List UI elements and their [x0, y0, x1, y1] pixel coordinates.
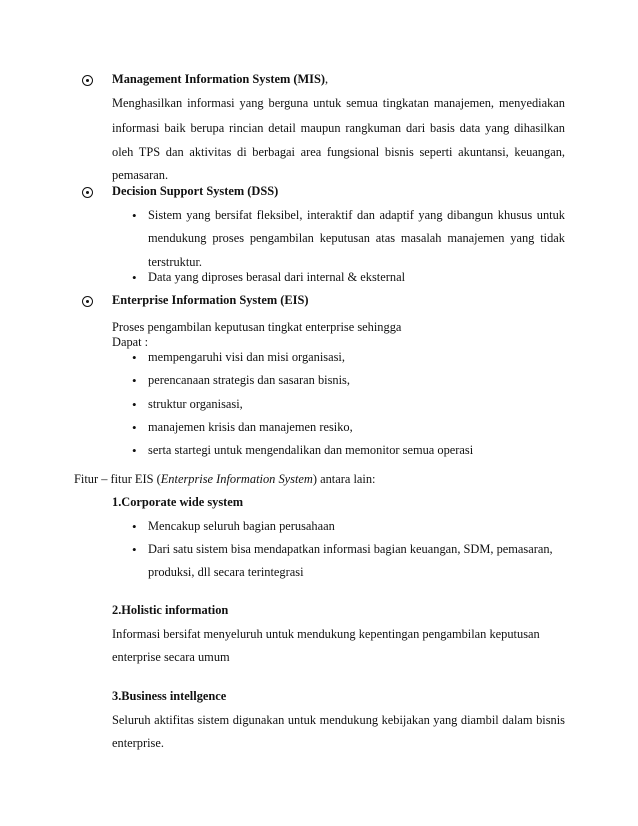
- circle-bullet-icon: [82, 75, 93, 86]
- eis-intro-1: Proses pengambilan keputusan tingkat enterprise sehingga: [112, 320, 402, 334]
- eis-item-2: perencanaan strategis dan sasaran bisnis,: [148, 373, 350, 387]
- mis-line-1: Menghasilkan informasi yang berguna untuk semua tingkatan manajemen, menyediakan: [112, 96, 565, 110]
- mis-comma: ,: [325, 72, 329, 86]
- bullet-icon: •: [132, 420, 137, 435]
- circle-bullet-icon: [82, 296, 93, 307]
- dss-bullet-1-line-1: Sistem yang bersifat fleksibel, interaktif dan adaptif yang dibangun khusus untuk: [148, 208, 565, 222]
- feature-3-line-2: enterprise.: [112, 736, 164, 750]
- feature-2-line-1: Informasi bersifat menyeluruh untuk mendukung kepentingan pengambilan keputusan: [112, 627, 540, 641]
- fitur-prefix: Fitur – fitur EIS (: [74, 472, 161, 486]
- eis-title: Enterprise Information System (EIS): [112, 293, 309, 307]
- eis-item-3: struktur organisasi,: [148, 397, 243, 411]
- dss-bullet-1-line-3: terstruktur.: [148, 255, 203, 269]
- mis-line-2: informasi baik berupa rincian detail maupun rangkuman dari basis data yang dihasilkan: [112, 121, 565, 135]
- feature-1-title: 1.Corporate wide system: [112, 495, 244, 509]
- bullet-icon: •: [132, 519, 137, 534]
- bullet-icon: •: [132, 208, 137, 223]
- mis-line-3: oleh TPS dan aktivitas di berbagai area fungsional bisnis seperti akuntansi, keuangan,: [112, 145, 565, 159]
- fitur-suffix: ) antara lain:: [312, 472, 376, 486]
- bullet-icon: •: [132, 397, 137, 412]
- bullet-icon: •: [132, 373, 137, 388]
- eis-item-1: mempengaruhi visi dan misi organisasi,: [148, 350, 345, 364]
- feature-2-title: 2.Holistic information: [112, 603, 229, 617]
- dss-bullet-1-line-2: mendukung proses pengambilan keputusan atas masalah manajemen yang tidak: [148, 231, 565, 245]
- fitur-heading: [74, 472, 375, 487]
- bullet-icon: •: [132, 542, 137, 557]
- eis-intro-2: Dapat :: [112, 335, 149, 349]
- feature-3-title: 3.Business intellgence: [112, 689, 227, 703]
- fitur-italic: Enterprise Information System: [160, 472, 313, 486]
- feature-1-bullet-2-line-1: Dari satu sistem bisa mendapatkan informasi bagian keuangan, SDM, pemasaran,: [148, 542, 553, 556]
- dss-bullet-2: Data yang diproses berasal dari internal & eksternal: [148, 270, 406, 284]
- feature-3-line-1: Seluruh aktifitas sistem digunakan untuk mendukung kebijakan yang diambil dalam bisnis: [112, 713, 565, 727]
- feature-1-bullet-1: Mencakup seluruh bagian perusahaan: [148, 519, 335, 533]
- bullet-icon: •: [132, 350, 137, 365]
- mis-line-4: pemasaran.: [112, 168, 169, 182]
- dss-title: Decision Support System (DSS): [112, 184, 279, 198]
- bullet-icon: •: [132, 443, 137, 458]
- eis-item-5: serta startegi untuk mengendalikan dan memonitor semua operasi: [148, 443, 474, 457]
- feature-2-line-2: enterprise secara umum: [112, 650, 230, 664]
- circle-bullet-icon: [82, 187, 93, 198]
- bullet-icon: •: [132, 270, 137, 285]
- eis-item-4: manajemen krisis dan manajemen resiko,: [148, 420, 353, 434]
- feature-1-bullet-2-line-2: produksi, dll secara terintegrasi: [148, 565, 304, 579]
- mis-title: Management Information System (MIS): [112, 72, 326, 86]
- mis-heading: [112, 72, 328, 87]
